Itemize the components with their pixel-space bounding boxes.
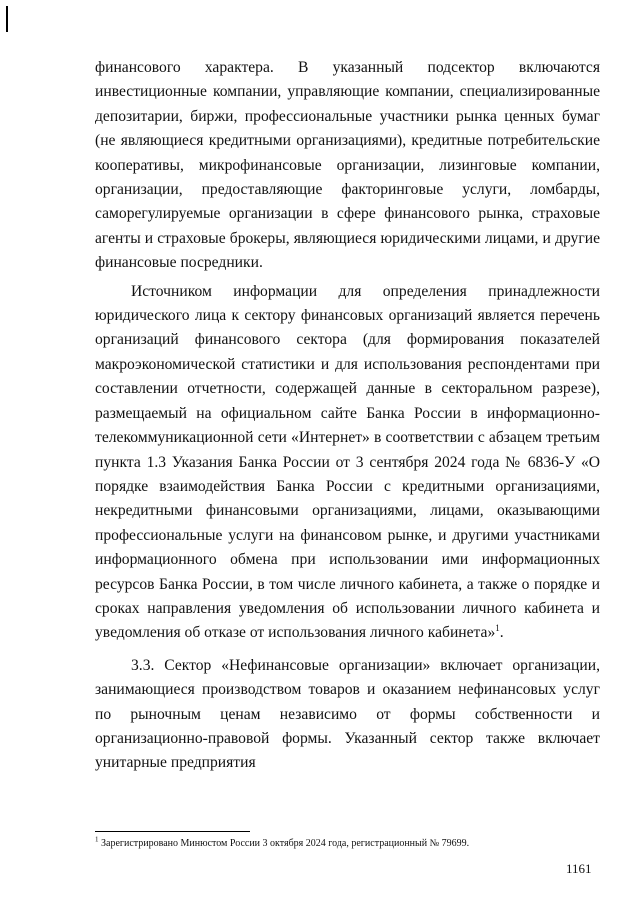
paragraph-end-period: .: [499, 624, 504, 642]
footnote-marker: 1: [95, 835, 99, 844]
page-number: 1161: [566, 861, 592, 876]
paragraph-financial-intermediaries: финансового характера. В указанный подсектор включаются инвестиционные компании, управляющие компании, специализированные депозитарии, биржи, профессиональные участники рынка ценных бумаг (не являющиеся кредитными организациями), кредитные потребительские кооперативы, микрофинансовые организации, лизинговые компании, организации, предоставляющие факторинговые услуги, ломбарды, саморегулируемые организации в сфере финансового рынка, страховые агенты и страховые брокеры, являющиеся юридическими лицами, и другие финансовые посредники.: [95, 59, 600, 272]
paragraph-nonfinancial-sector: 3.3. Сектор «Нефинансовые организации» включает организации, занимающиеся производством товаров и оказанием нефинансовых услуг по рыночным ценам независимо от формы собственности и организационно-правовой формы. Указанный сектор также включает унитарные предприятия: [95, 656, 600, 772]
scan-edge-mark: [6, 6, 8, 32]
paragraph-information-source: [95, 280, 600, 646]
footnote-reference[interactable]: 1: [495, 623, 500, 634]
paragraph-information-source-text: Источником информации для определения принадлежности юридического лица к сектору финансовых организаций является перечень организаций финансового сектора (для формирования показателей макроэкономической статистики и для использования респондентами при составлении отчетности, содержащей данные в секторальном разрезе), размещаемый на официальном сайте Банка России в информационно-телекоммуникационной сети «Интернет» в соответствии с абзацем третьим пункта 1.3 Указания Банка России от 3 сентября 2024 года № 6836-У «О порядке взаимодействия Банка России с кредитными организациями, некредитными финансовыми организациями, лицами, оказывающими профессиональные услуги на финансовом рынке, и другими участниками информационного обмена при использовании ими информационных ресурсов Банка России, в том числе личного кабинета, а также о порядке и сроках направления уведомления об использовании личного кабинета и уведомления об отказе от использования личного кабинета»: [95, 282, 600, 642]
page-body: [95, 56, 600, 776]
footnote-text: Зарегистрировано Минюстом России 3 октября 2024 года, регистрационный № 79699.: [98, 838, 470, 849]
footnote: [95, 835, 600, 850]
footnote-divider: [95, 831, 250, 832]
